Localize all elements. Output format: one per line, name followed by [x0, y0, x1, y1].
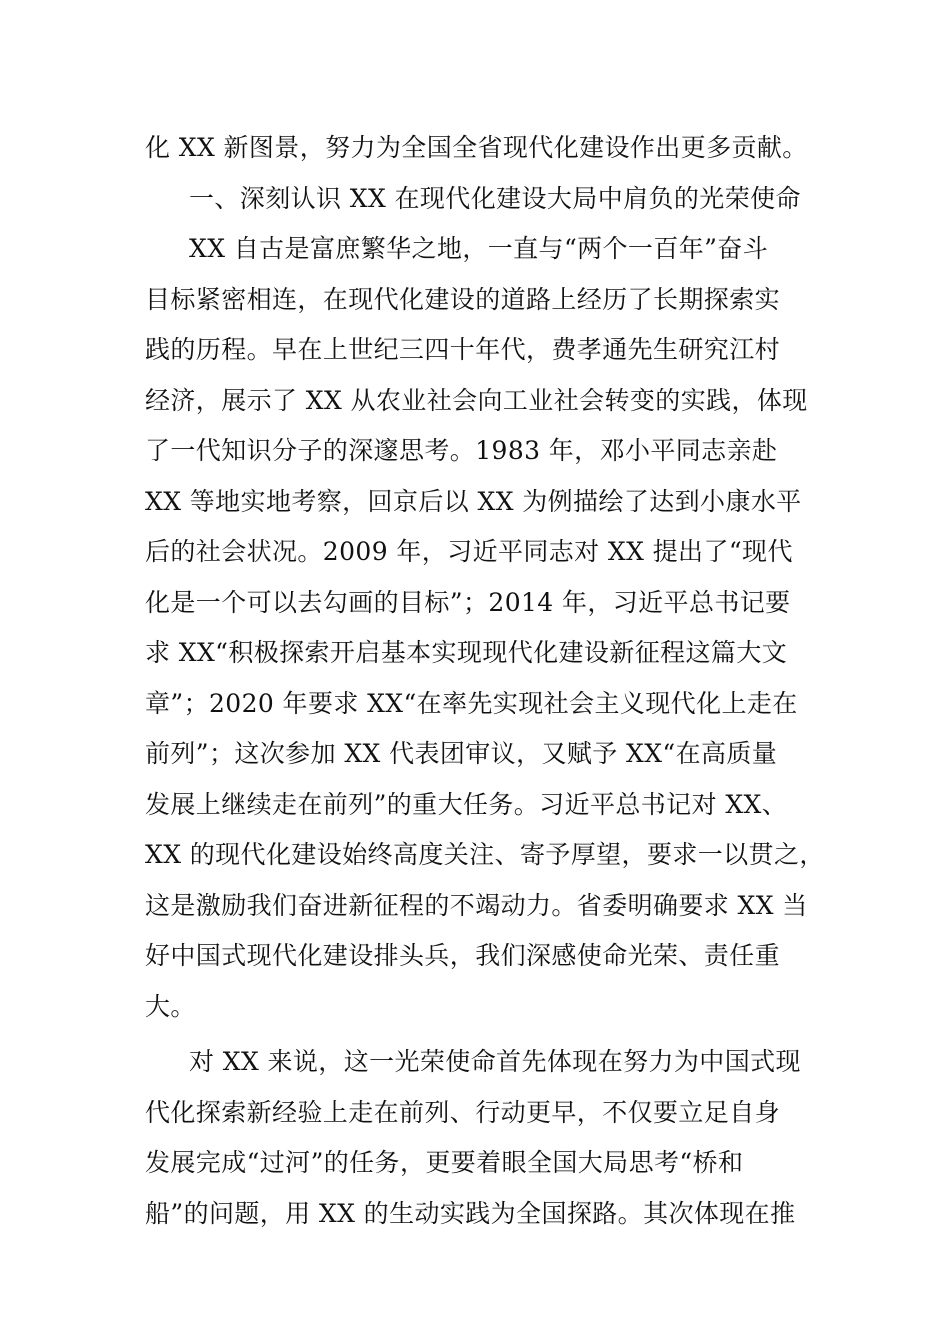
text-line: XX 等地实地考察，回京后以 XX 为例描绘了达到小康水平: [145, 486, 802, 516]
text-line: 代化探索新经验上走在前列、行动更早，不仅要立足自身: [145, 1097, 781, 1127]
text-line: 化是一个可以去勾画的目标”；2014 年，习近平总书记要: [145, 587, 791, 617]
text-line: 发展完成“过河”的任务，更要着眼全国大局思考“桥和: [145, 1148, 744, 1177]
text-line: 船”的问题，用 XX 的生动实践为全国探路。其次体现在推: [145, 1198, 796, 1228]
text-line: 这是激励我们奋进新征程的不竭动力。省委明确要求 XX 当: [145, 890, 808, 920]
paragraph-first-line: 对 XX 来说，这一光荣使命首先体现在努力为中国式现: [189, 1047, 801, 1076]
paragraph-first-line: XX 自古是富庶繁华之地，一直与“两个一百年”奋斗: [189, 234, 769, 263]
text-line: 化 XX 新图景，努力为全国全省现代化建设作出更多贡献。: [145, 133, 808, 162]
text-line: 章”；2020 年要求 XX“在率先实现社会主义现代化上走在: [145, 688, 798, 718]
text-line: 后的社会状况。2009 年，习近平同志对 XX 提出了“现代: [145, 537, 793, 566]
text-line: 践的历程。早在上世纪三四十年代，费孝通先生研究江村: [145, 335, 781, 364]
text-line: 大。: [145, 991, 196, 1021]
document-body: [145, 123, 825, 1239]
text-line: 求 XX“积极探索开启基本实现现代化建设新征程这篇大文: [145, 638, 788, 667]
text-line: 发展上继续走在前列”的重大任务。习近平总书记对 XX、: [145, 789, 788, 819]
text-line: 好中国式现代化建设排头兵，我们深感使命光荣、责任重: [145, 941, 781, 970]
text-line: XX 的现代化建设始终高度关注、寄予厚望，要求一以贯之，: [145, 840, 825, 869]
text-line: 了一代知识分子的深邃思考。1983 年，邓小平同志亲赴: [145, 436, 778, 465]
text-line: 目标紧密相连，在现代化建设的道路上经历了长期探索实: [145, 284, 781, 314]
text-line: 前列”；这次参加 XX 代表团审议，又赋予 XX“在高质量: [145, 739, 778, 768]
section-heading: 一、深刻认识 XX 在现代化建设大局中肩负的光荣使命: [189, 183, 801, 213]
text-line: 经济，展示了 XX 从农业社会向工业社会转变的实践，体现: [145, 385, 808, 415]
